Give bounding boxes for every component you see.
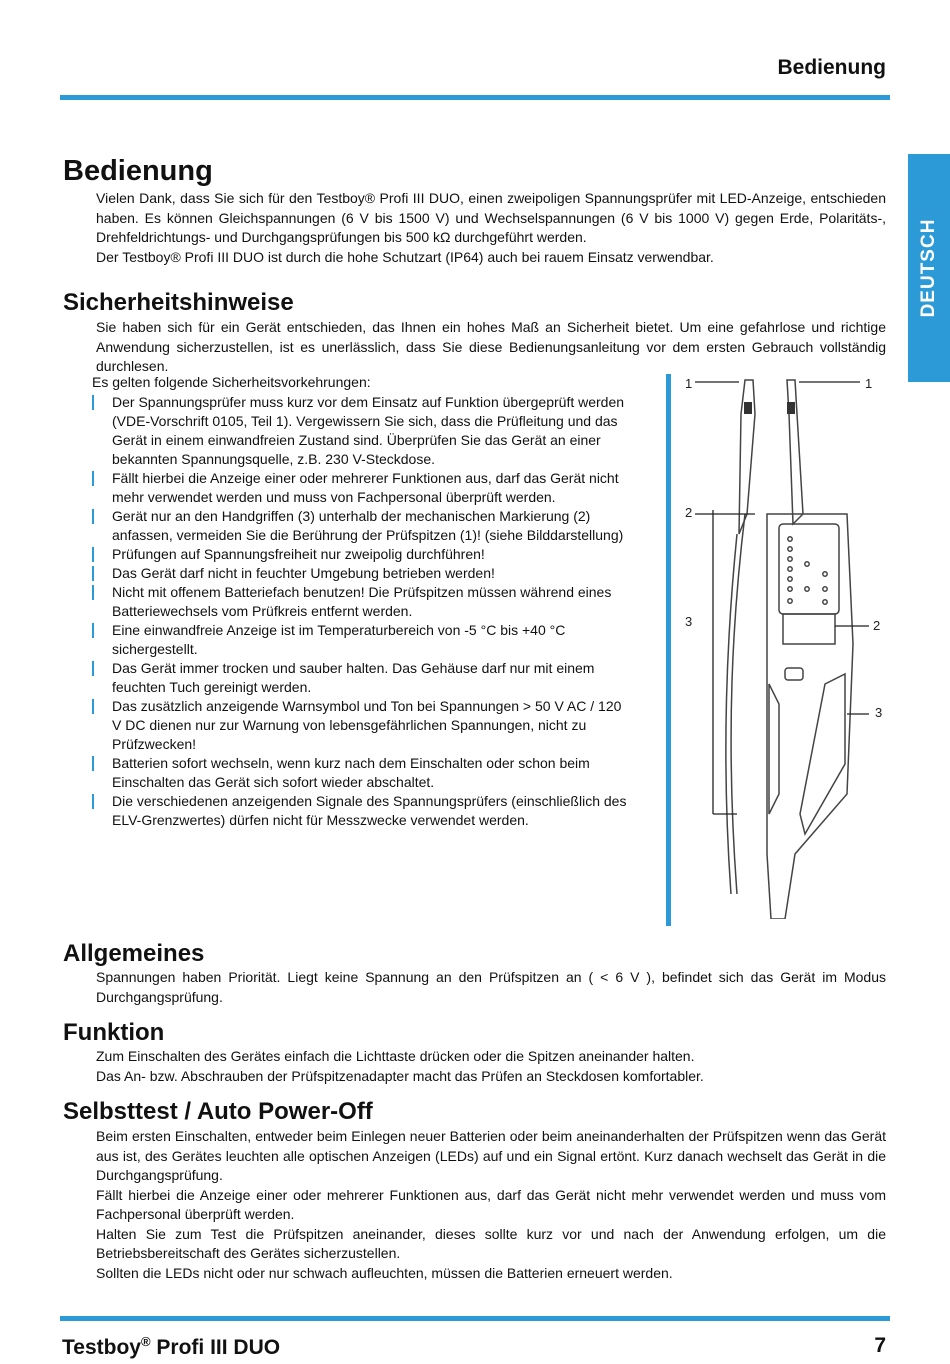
page-number: 7 <box>874 1334 886 1357</box>
led <box>788 599 792 603</box>
list-item: Eine einwandfreie Anzeige ist im Temperaturbereich von -5 °C bis +40 °C sichergestellt. <box>90 621 630 659</box>
list-item: Die verschiedenen anzeigenden Signale des Spannungsprüfers (einschließlich des ELV-Grenzwertes) dürfen nicht für Messzwecke verwendet werden. <box>90 792 630 830</box>
section-title-selbsttest: Selbsttest / Auto Power-Off <box>63 1098 373 1125</box>
probe-tip-left <box>744 402 752 414</box>
list-item: Das Gerät immer trocken und sauber halten. Das Gehäuse darf nur mit einem feuchten Tuch gereinigt werden. <box>90 659 630 697</box>
selbsttest-paragraph: Halten Sie zum Test die Prüfspitzen aneinander, dieses sollte kurz vor und nach der Anwendung erfolgen, um die Betriebsbereitschaft des Gerätes sicherzustellen. <box>96 1225 886 1261</box>
led <box>823 600 827 604</box>
funktion-text <box>96 1047 886 1086</box>
section-title-allgemeines: Allgemeines <box>63 940 205 967</box>
list-item: Der Spannungsprüfer muss kurz vor dem Einsatz auf Funktion übergeprüft werden (VDE-Vorschrift 0105, Teil 1). Vergewissern Sie sich, dass die Prüfleitung und das Gerät in einem einwandfreien Zustand sind. Überprüfen Sie das Gerät an einer bekannten Spannungsquelle, z.B. 230 V-Steckdose. <box>90 393 630 469</box>
section-title-funktion: Funktion <box>63 1019 165 1046</box>
list-item: Das zusätzlich anzeigende Warnsymbol und Ton bei Spannungen > 50 V AC / 120 V DC dienen nur zur Warnung von lebensgefährlichen Spannungen, nicht zu Prüfzwecken! <box>90 697 630 754</box>
list-item: Gerät nur an den Handgriffen (3) unterhalb der mechanischen Markierung (2) anfassen, vermeiden Sie die Berührung der Prüfspitzen (1)! (siehe Bilddarstellung) <box>90 507 630 545</box>
led <box>788 547 792 551</box>
label-1-left: 1 <box>685 376 693 391</box>
funktion-paragraph: Das An- bzw. Abschrauben der Prüfspitzenadapter macht das Prüfen an Steckdosen komfortabler. <box>96 1067 704 1084</box>
probe-tip-right <box>787 402 795 414</box>
led <box>788 577 792 581</box>
section-title-bedienung: Bedienung <box>63 155 213 187</box>
display <box>783 614 835 644</box>
probe-right <box>787 380 803 524</box>
allgemeines-paragraph: Spannungen haben Priorität. Liegt keine Spannung an den Prüfspitzen an ( < 6 V ), befindet sich das Gerät im Modus Durchgangsprüfung. <box>96 969 886 1005</box>
sicherheit-paragraph: Sie haben sich für ein Gerät entschieden, das Ihnen ein hohes Maß an Sicherheit bietet. Um eine gefahrlose und richtige Anwendung sicherzustellen, ist es unerlässlich, dass Sie diese Bedienungsanleitung vor dem ersten Gebrauch vollständig durchlesen. <box>96 319 886 374</box>
header-title: Bedienung <box>777 56 886 79</box>
list-item: Das Gerät darf nicht in feuchter Umgebung betrieben werden! <box>90 564 630 583</box>
header-rule <box>60 95 890 100</box>
list-item: Nicht mit offenem Batteriefach benutzen! Die Prüfspitzen müssen während eines Batteriewechsels vom Prüfkreis entfernt werden. <box>90 583 630 621</box>
list-item: Batterien sofort wechseln, wenn kurz nach dem Einschalten oder schon beim Einschalten das Gerät sich sofort wieder abschaltet. <box>90 754 630 792</box>
label-3-right: 3 <box>875 705 883 720</box>
sicherheit-text <box>96 318 886 377</box>
safety-list <box>90 393 630 830</box>
bedienung-paragraph: Vielen Dank, dass Sie sich für den Testboy® Profi III DUO, einen zweipoligen Spannungsprüfer mit LED-Anzeige, entschieden haben. Es können Gleichspannungen (6 V bis 1500 V) und Wechselspannungen (6 V bis 1000 V) gegen Erde, Polaritäts-, Drehfeldrichtungs- und Durchgangsprüfungen bis 500 kΩ durchgeführt werden. <box>96 190 886 245</box>
illustration-rule <box>666 374 671 926</box>
led <box>788 557 792 561</box>
language-tab-label: DEUTSCH <box>918 218 939 318</box>
led <box>805 562 809 566</box>
grip-right <box>800 674 845 834</box>
led <box>823 587 827 591</box>
label-2-right: 2 <box>873 618 881 633</box>
language-tab <box>908 154 950 382</box>
led <box>788 537 792 541</box>
dimension-lines <box>695 382 869 814</box>
light-button <box>785 668 803 680</box>
allgemeines-text <box>96 968 886 1007</box>
grip-left <box>769 684 779 814</box>
label-2-left: 2 <box>685 505 693 520</box>
safety-list-intro: Es gelten folgende Sicherheitsvorkehrungen: <box>92 374 371 390</box>
selbsttest-paragraph: Beim ersten Einschalten, entweder beim Einlegen neuer Batterien oder beim aneinanderhalten der Prüfspitzen wenn das Gerät aus ist, des Gerätes leuchten alle optischen Anzeigen (LEDs) auf und ein Signal ertönt. Kurz danach wechselt das Gerät in die Durchgangsprüfung. <box>96 1128 886 1183</box>
selbsttest-paragraph: Fällt hierbei die Anzeige einer oder mehrerer Funktionen aus, darf das Gerät nicht mehr verwendet werden und muss vom Fachpersonal überprüft werden. <box>96 1186 886 1222</box>
led <box>788 587 792 591</box>
bedienung-text <box>96 189 886 267</box>
bedienung-paragraph: Der Testboy® Profi III DUO ist durch die hohe Schutzart (IP64) auch bei rauem Einsatz verwendbar. <box>96 248 714 265</box>
footer-rule <box>60 1316 890 1321</box>
device-body <box>767 514 853 919</box>
selbsttest-text <box>96 1127 886 1283</box>
list-item: Fällt hierbei die Anzeige einer oder mehrerer Funktionen aus, darf das Gerät nicht mehr verwendet werden und muss von Fachpersonal überprüft werden. <box>90 469 630 507</box>
list-item: Prüfungen auf Spannungsfreiheit nur zweipolig durchführen! <box>90 545 630 564</box>
funktion-paragraph: Zum Einschalten des Gerätes einfach die Lichttaste drücken oder die Spitzen aneinander halten. <box>96 1048 695 1064</box>
footer-product: Testboy® Profi III DUO <box>62 1334 281 1359</box>
section-title-sicherheit: Sicherheitshinweise <box>63 289 294 316</box>
selbsttest-paragraph: Sollten die LEDs nicht oder nur schwach aufleuchten, müssen die Batterien erneuert werden. <box>96 1264 673 1281</box>
led <box>805 587 809 591</box>
led <box>788 567 792 571</box>
led <box>823 572 827 576</box>
voltage-tester-illustration <box>675 374 890 919</box>
label-1-right: 1 <box>865 376 873 391</box>
label-3-left: 3 <box>685 614 693 629</box>
